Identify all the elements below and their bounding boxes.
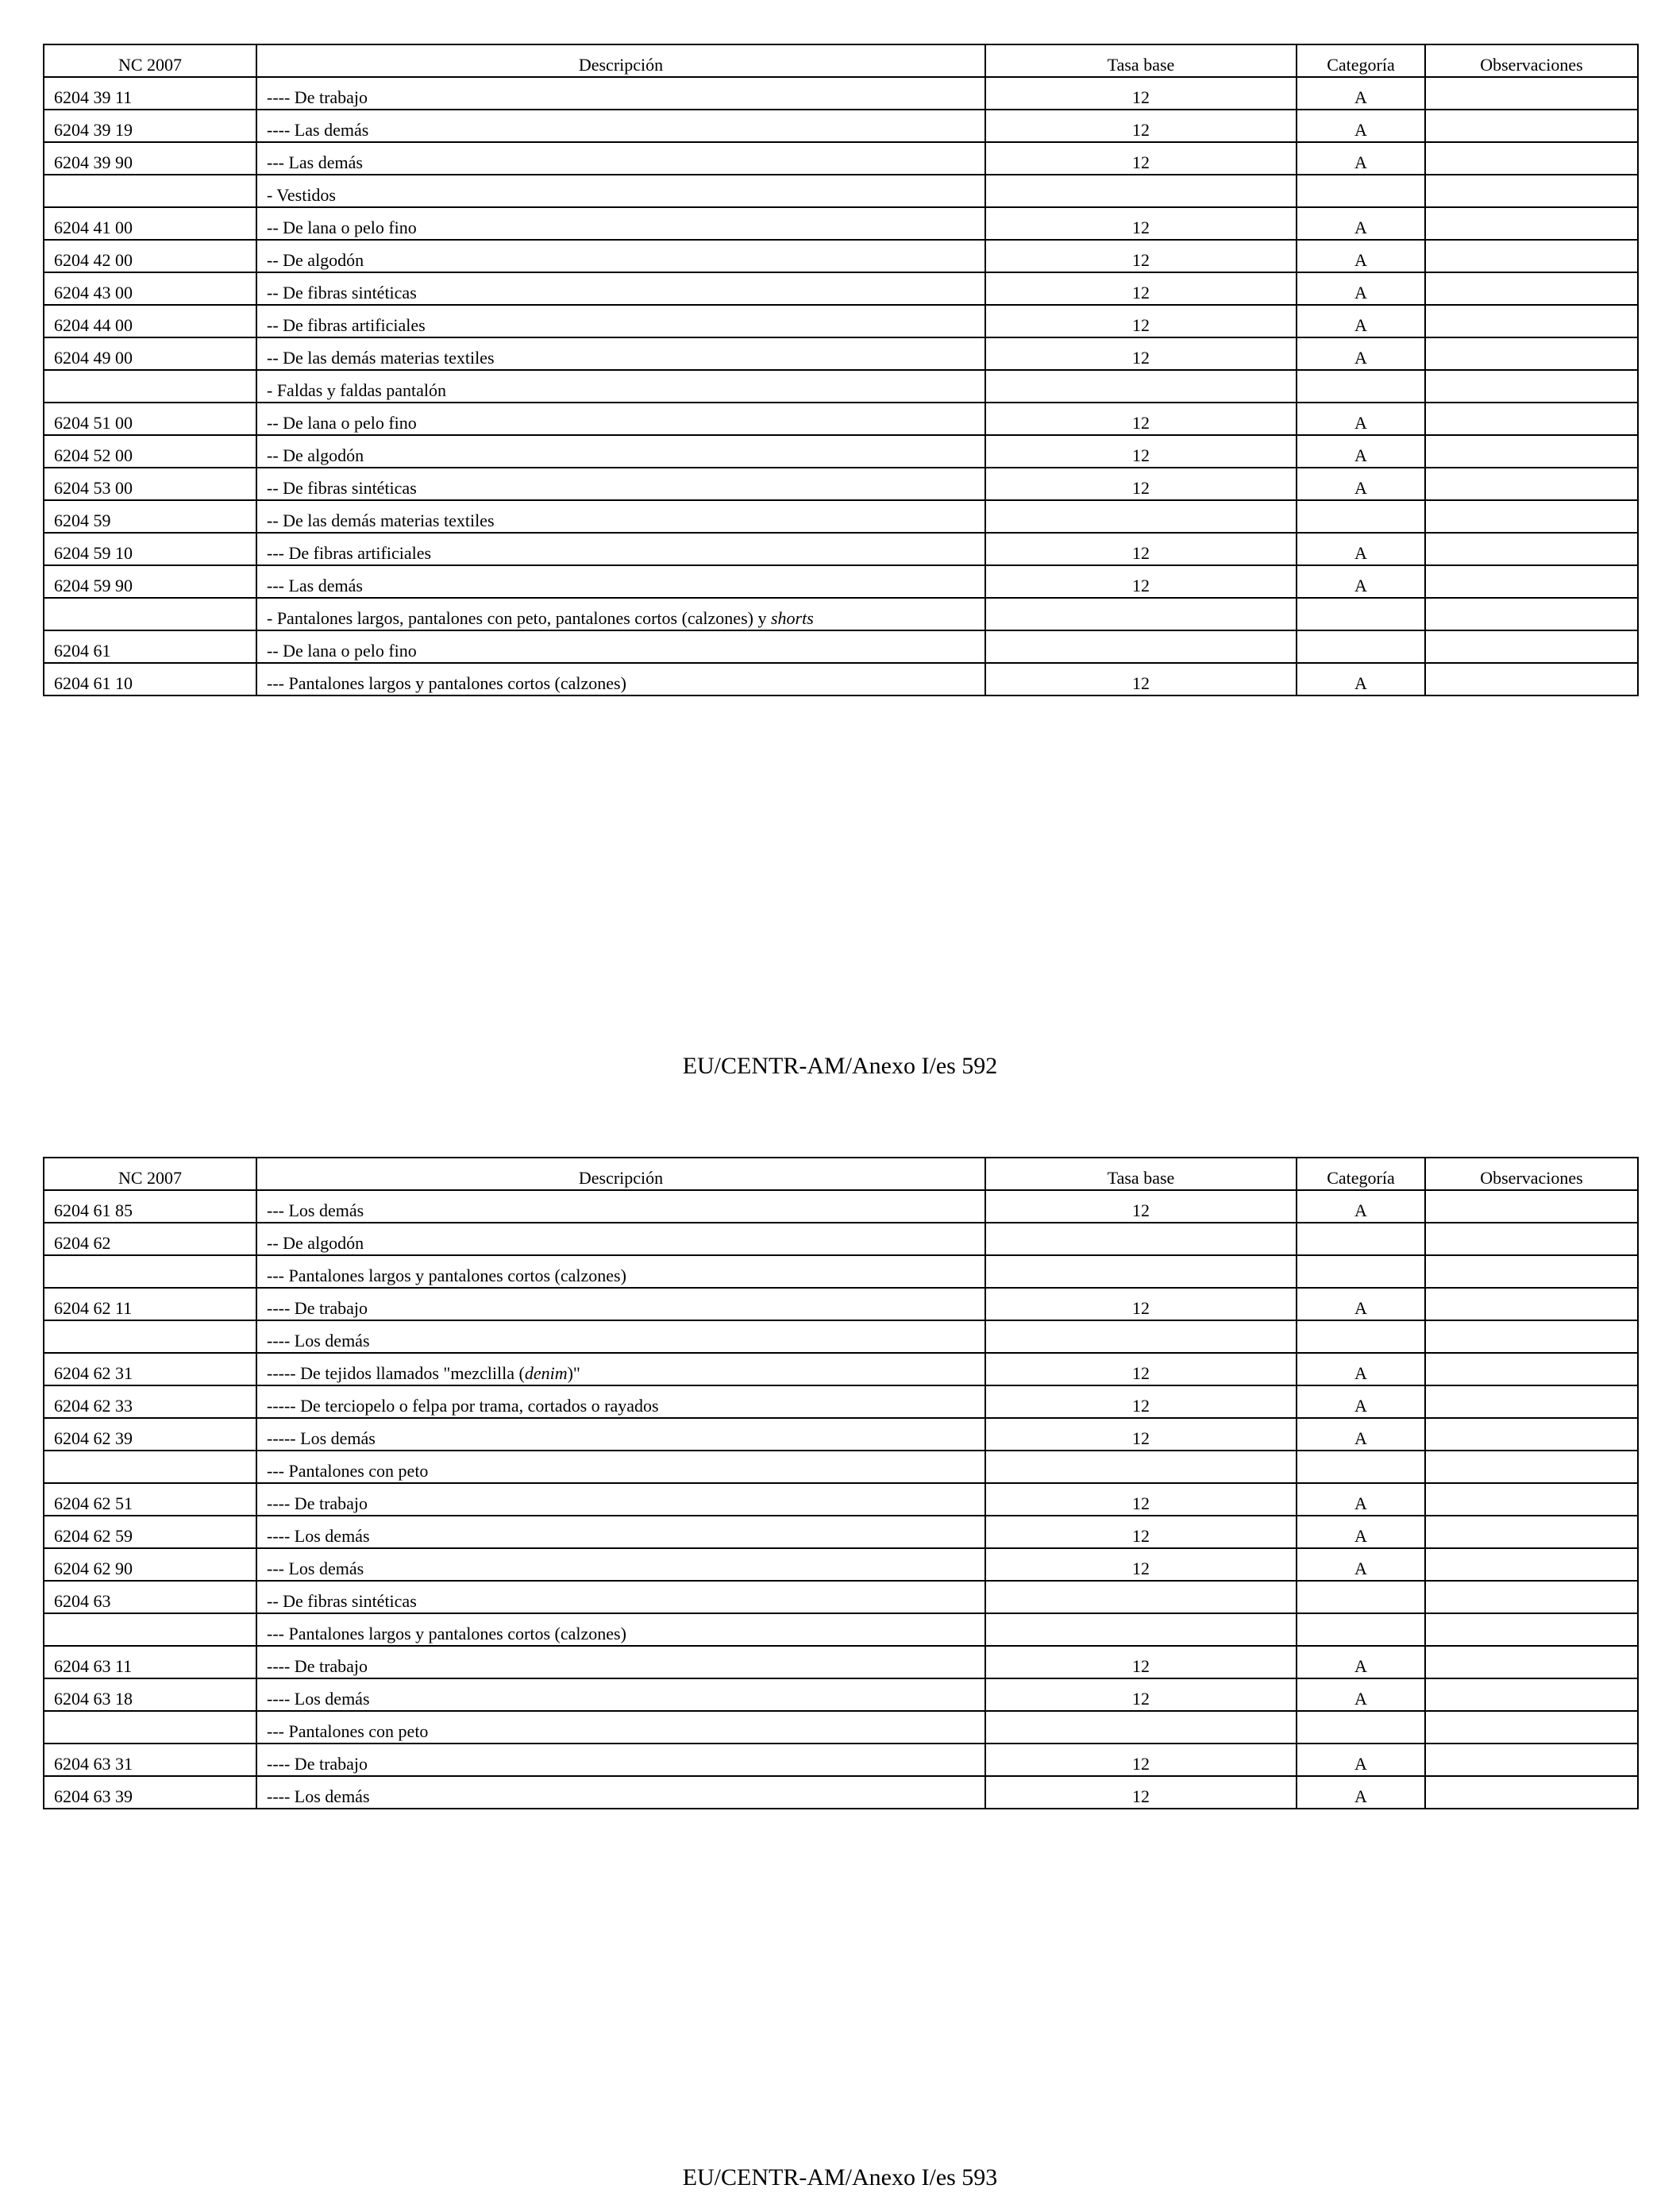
cell-observations (1425, 565, 1638, 598)
header-category: Categoría (1297, 1158, 1425, 1190)
cell-observations (1425, 435, 1638, 468)
cell-base-rate: 12 (985, 207, 1297, 240)
header-base-rate: Tasa base (985, 44, 1297, 77)
cell-code: 6204 62 33 (44, 1385, 256, 1418)
description-italic-term: shorts (770, 608, 814, 628)
cell-base-rate: 12 (985, 1646, 1297, 1678)
cell-description: --- Los demás (256, 1190, 985, 1223)
cell-category (1297, 1613, 1425, 1646)
header-observations: Observaciones (1425, 44, 1638, 77)
cell-observations (1425, 663, 1638, 695)
page-footer: EU/CENTR-AM/Anexo I/es 592 (682, 1053, 998, 1079)
cell-base-rate (985, 500, 1297, 533)
cell-category: A (1297, 272, 1425, 305)
cell-base-rate: 12 (985, 1483, 1297, 1516)
cell-base-rate: 12 (985, 1353, 1297, 1385)
table-row (44, 663, 1638, 695)
cell-code: 6204 44 00 (44, 305, 256, 337)
cell-base-rate (985, 1613, 1297, 1646)
cell-observations (1425, 1451, 1638, 1483)
cell-code: 6204 62 59 (44, 1516, 256, 1548)
cell-description: ---- Los demás (256, 1320, 985, 1353)
table-row (44, 1744, 1638, 1776)
cell-description: --- Pantalones largos y pantalones cortos (calzones) (256, 1613, 985, 1646)
cell-observations (1425, 1288, 1638, 1320)
cell-description: - Faldas y faldas pantalón (256, 370, 985, 403)
table-row (44, 1451, 1638, 1483)
cell-base-rate (985, 1581, 1297, 1613)
table-row (44, 1483, 1638, 1516)
cell-description: - Vestidos (256, 175, 985, 207)
cell-base-rate: 12 (985, 337, 1297, 370)
cell-base-rate (985, 630, 1297, 663)
cell-category: A (1297, 435, 1425, 468)
cell-base-rate (985, 598, 1297, 630)
table-row (44, 142, 1638, 175)
description-text: ----- De tejidos llamados "mezclilla ( (267, 1363, 525, 1383)
cell-base-rate: 12 (985, 533, 1297, 565)
cell-base-rate: 12 (985, 435, 1297, 468)
cell-category: A (1297, 77, 1425, 110)
cell-description: --- Pantalones largos y pantalones cortos (calzones) (256, 663, 985, 695)
tariff-table (43, 44, 1639, 696)
cell-base-rate (985, 1451, 1297, 1483)
cell-base-rate (985, 1255, 1297, 1288)
cell-code (44, 1320, 256, 1353)
cell-description: ---- Los demás (256, 1516, 985, 1548)
cell-description: --- Las demás (256, 565, 985, 598)
table-row (44, 1581, 1638, 1613)
table-row (44, 1548, 1638, 1581)
cell-description: --- Pantalones con peto (256, 1711, 985, 1744)
cell-base-rate: 12 (985, 468, 1297, 500)
cell-base-rate: 12 (985, 305, 1297, 337)
table-row (44, 240, 1638, 272)
cell-observations (1425, 175, 1638, 207)
cell-observations (1425, 533, 1638, 565)
cell-description: -- De las demás materias textiles (256, 337, 985, 370)
description-text: - Pantalones largos, pantalones con peto, pantalones cortos (calzones) y (267, 608, 771, 628)
cell-base-rate: 12 (985, 1548, 1297, 1581)
cell-observations (1425, 337, 1638, 370)
cell-description: ---- Los demás (256, 1678, 985, 1711)
table-row (44, 1776, 1638, 1809)
cell-description: -- De algodón (256, 240, 985, 272)
cell-description: ---- De trabajo (256, 1288, 985, 1320)
cell-observations (1425, 1223, 1638, 1255)
cell-observations (1425, 1190, 1638, 1223)
cell-category (1297, 1451, 1425, 1483)
cell-code: 6204 62 11 (44, 1288, 256, 1320)
cell-observations (1425, 1776, 1638, 1809)
cell-code: 6204 39 90 (44, 142, 256, 175)
table-row (44, 305, 1638, 337)
cell-category (1297, 175, 1425, 207)
cell-description: -- De fibras sintéticas (256, 468, 985, 500)
table-row (44, 598, 1638, 630)
cell-category: A (1297, 1646, 1425, 1678)
cell-observations (1425, 305, 1638, 337)
cell-description (256, 598, 985, 630)
table-row (44, 468, 1638, 500)
cell-code: 6204 61 (44, 630, 256, 663)
cell-code (44, 370, 256, 403)
header-base-rate: Tasa base (985, 1158, 1297, 1190)
cell-observations (1425, 142, 1638, 175)
cell-code: 6204 63 11 (44, 1646, 256, 1678)
cell-observations (1425, 1678, 1638, 1711)
cell-category: A (1297, 110, 1425, 142)
table-row (44, 403, 1638, 435)
cell-code: 6204 62 51 (44, 1483, 256, 1516)
cell-description: -- De fibras sintéticas (256, 272, 985, 305)
table-row (44, 1678, 1638, 1711)
table-row (44, 1516, 1638, 1548)
cell-category (1297, 1581, 1425, 1613)
cell-category: A (1297, 142, 1425, 175)
cell-base-rate: 12 (985, 1385, 1297, 1418)
cell-category: A (1297, 337, 1425, 370)
cell-description: ---- Las demás (256, 110, 985, 142)
cell-category: A (1297, 565, 1425, 598)
cell-category: A (1297, 1776, 1425, 1809)
cell-code: 6204 62 (44, 1223, 256, 1255)
cell-category (1297, 1320, 1425, 1353)
cell-base-rate (985, 1223, 1297, 1255)
cell-base-rate: 12 (985, 1288, 1297, 1320)
header-category: Categoría (1297, 44, 1425, 77)
cell-observations (1425, 630, 1638, 663)
cell-category: A (1297, 663, 1425, 695)
cell-category (1297, 1711, 1425, 1744)
cell-base-rate: 12 (985, 110, 1297, 142)
table-row (44, 1223, 1638, 1255)
table-row (44, 1711, 1638, 1744)
cell-category: A (1297, 207, 1425, 240)
cell-observations (1425, 1744, 1638, 1776)
cell-observations (1425, 403, 1638, 435)
cell-observations (1425, 1646, 1638, 1678)
cell-code: 6204 59 10 (44, 533, 256, 565)
cell-observations (1425, 1320, 1638, 1353)
cell-observations (1425, 370, 1638, 403)
table-row (44, 1418, 1638, 1451)
description-italic-term: denim (524, 1363, 568, 1383)
cell-code: 6204 39 19 (44, 110, 256, 142)
table-body (44, 77, 1638, 695)
table-row (44, 1613, 1638, 1646)
cell-description: --- Pantalones largos y pantalones cortos (calzones) (256, 1255, 985, 1288)
cell-code: 6204 42 00 (44, 240, 256, 272)
cell-base-rate: 12 (985, 1418, 1297, 1451)
cell-code: 6204 62 90 (44, 1548, 256, 1581)
cell-observations (1425, 272, 1638, 305)
cell-observations (1425, 1418, 1638, 1451)
cell-category: A (1297, 1418, 1425, 1451)
cell-base-rate: 12 (985, 565, 1297, 598)
cell-description: -- De algodón (256, 1223, 985, 1255)
cell-code (44, 1613, 256, 1646)
cell-base-rate: 12 (985, 1678, 1297, 1711)
cell-description: -- De algodón (256, 435, 985, 468)
cell-category (1297, 500, 1425, 533)
cell-category (1297, 1255, 1425, 1288)
cell-observations (1425, 1711, 1638, 1744)
cell-code: 6204 61 85 (44, 1190, 256, 1223)
cell-code: 6204 59 90 (44, 565, 256, 598)
cell-category: A (1297, 1385, 1425, 1418)
cell-description: ---- De trabajo (256, 1744, 985, 1776)
cell-observations (1425, 1613, 1638, 1646)
table-row (44, 207, 1638, 240)
table-header-row (44, 44, 1638, 77)
table-row (44, 630, 1638, 663)
cell-code (44, 175, 256, 207)
cell-category: A (1297, 533, 1425, 565)
cell-description: --- Las demás (256, 142, 985, 175)
cell-base-rate: 12 (985, 663, 1297, 695)
header-observations: Observaciones (1425, 1158, 1638, 1190)
cell-base-rate: 12 (985, 403, 1297, 435)
cell-base-rate: 12 (985, 1190, 1297, 1223)
cell-code: 6204 62 39 (44, 1418, 256, 1451)
table-row (44, 1385, 1638, 1418)
cell-code: 6204 53 00 (44, 468, 256, 500)
cell-description: ---- De trabajo (256, 1483, 985, 1516)
cell-code: 6204 49 00 (44, 337, 256, 370)
cell-code: 6204 39 11 (44, 77, 256, 110)
cell-description: -- De lana o pelo fino (256, 403, 985, 435)
table-row (44, 1320, 1638, 1353)
table-row (44, 175, 1638, 207)
cell-code: 6204 51 00 (44, 403, 256, 435)
cell-description: --- Pantalones con peto (256, 1451, 985, 1483)
cell-code: 6204 61 10 (44, 663, 256, 695)
cell-description: --- Los demás (256, 1548, 985, 1581)
cell-category (1297, 370, 1425, 403)
header-code: NC 2007 (44, 44, 256, 77)
cell-observations (1425, 240, 1638, 272)
cell-base-rate: 12 (985, 1744, 1297, 1776)
table-header-row (44, 1158, 1638, 1190)
cell-category: A (1297, 1353, 1425, 1385)
cell-observations (1425, 1385, 1638, 1418)
cell-category: A (1297, 1516, 1425, 1548)
cell-observations (1425, 1483, 1638, 1516)
table-body (44, 1190, 1638, 1809)
cell-description: -- De fibras artificiales (256, 305, 985, 337)
cell-category: A (1297, 1190, 1425, 1223)
cell-description: ----- Los demás (256, 1418, 985, 1451)
cell-category: A (1297, 468, 1425, 500)
cell-description: ---- Los demás (256, 1776, 985, 1809)
cell-category: A (1297, 1548, 1425, 1581)
cell-code (44, 1255, 256, 1288)
cell-description: ---- De trabajo (256, 77, 985, 110)
table-row (44, 1353, 1638, 1385)
cell-description: ----- De terciopelo o felpa por trama, cortados o rayados (256, 1385, 985, 1418)
cell-category: A (1297, 1483, 1425, 1516)
cell-category: A (1297, 1288, 1425, 1320)
cell-description: --- De fibras artificiales (256, 533, 985, 565)
cell-category: A (1297, 1678, 1425, 1711)
table-row (44, 272, 1638, 305)
cell-category: A (1297, 1744, 1425, 1776)
cell-category: A (1297, 305, 1425, 337)
cell-code: 6204 52 00 (44, 435, 256, 468)
cell-description (256, 1353, 985, 1385)
cell-description: -- De fibras sintéticas (256, 1581, 985, 1613)
table-row (44, 565, 1638, 598)
cell-observations (1425, 468, 1638, 500)
cell-observations (1425, 110, 1638, 142)
cell-observations (1425, 207, 1638, 240)
table-row (44, 370, 1638, 403)
cell-code: 6204 41 00 (44, 207, 256, 240)
tariff-table (43, 1157, 1639, 1809)
cell-observations (1425, 1353, 1638, 1385)
description-text-after: )" (567, 1363, 580, 1383)
cell-base-rate: 12 (985, 77, 1297, 110)
cell-category (1297, 598, 1425, 630)
cell-observations (1425, 77, 1638, 110)
cell-code: 6204 63 (44, 1581, 256, 1613)
cell-base-rate: 12 (985, 142, 1297, 175)
header-code: NC 2007 (44, 1158, 256, 1190)
cell-base-rate: 12 (985, 272, 1297, 305)
table-row (44, 500, 1638, 533)
table-row (44, 1646, 1638, 1678)
cell-description: -- De las demás materias textiles (256, 500, 985, 533)
cell-code: 6204 43 00 (44, 272, 256, 305)
cell-code: 6204 63 31 (44, 1744, 256, 1776)
cell-base-rate: 12 (985, 1516, 1297, 1548)
cell-code (44, 1711, 256, 1744)
cell-code: 6204 63 18 (44, 1678, 256, 1711)
header-description: Descripción (256, 1158, 985, 1190)
header-description: Descripción (256, 44, 985, 77)
cell-observations (1425, 1255, 1638, 1288)
cell-base-rate (985, 370, 1297, 403)
cell-code: 6204 62 31 (44, 1353, 256, 1385)
cell-description: -- De lana o pelo fino (256, 630, 985, 663)
table-row (44, 110, 1638, 142)
table-row (44, 533, 1638, 565)
cell-code (44, 1451, 256, 1483)
cell-base-rate (985, 175, 1297, 207)
cell-base-rate (985, 1711, 1297, 1744)
cell-code: 6204 63 39 (44, 1776, 256, 1809)
cell-category: A (1297, 240, 1425, 272)
table-row (44, 77, 1638, 110)
cell-observations (1425, 1548, 1638, 1581)
table-row (44, 1255, 1638, 1288)
cell-code: 6204 59 (44, 500, 256, 533)
cell-category (1297, 630, 1425, 663)
cell-base-rate: 12 (985, 1776, 1297, 1809)
cell-observations (1425, 500, 1638, 533)
cell-observations (1425, 1581, 1638, 1613)
table-row (44, 337, 1638, 370)
cell-base-rate (985, 1320, 1297, 1353)
page-footer: EU/CENTR-AM/Anexo I/es 593 (682, 2164, 998, 2191)
cell-category (1297, 1223, 1425, 1255)
cell-observations (1425, 598, 1638, 630)
table-row (44, 1288, 1638, 1320)
cell-base-rate: 12 (985, 240, 1297, 272)
table-row (44, 1190, 1638, 1223)
cell-description: -- De lana o pelo fino (256, 207, 985, 240)
table-row (44, 435, 1638, 468)
cell-code (44, 598, 256, 630)
cell-description: ---- De trabajo (256, 1646, 985, 1678)
cell-category: A (1297, 403, 1425, 435)
cell-observations (1425, 1516, 1638, 1548)
